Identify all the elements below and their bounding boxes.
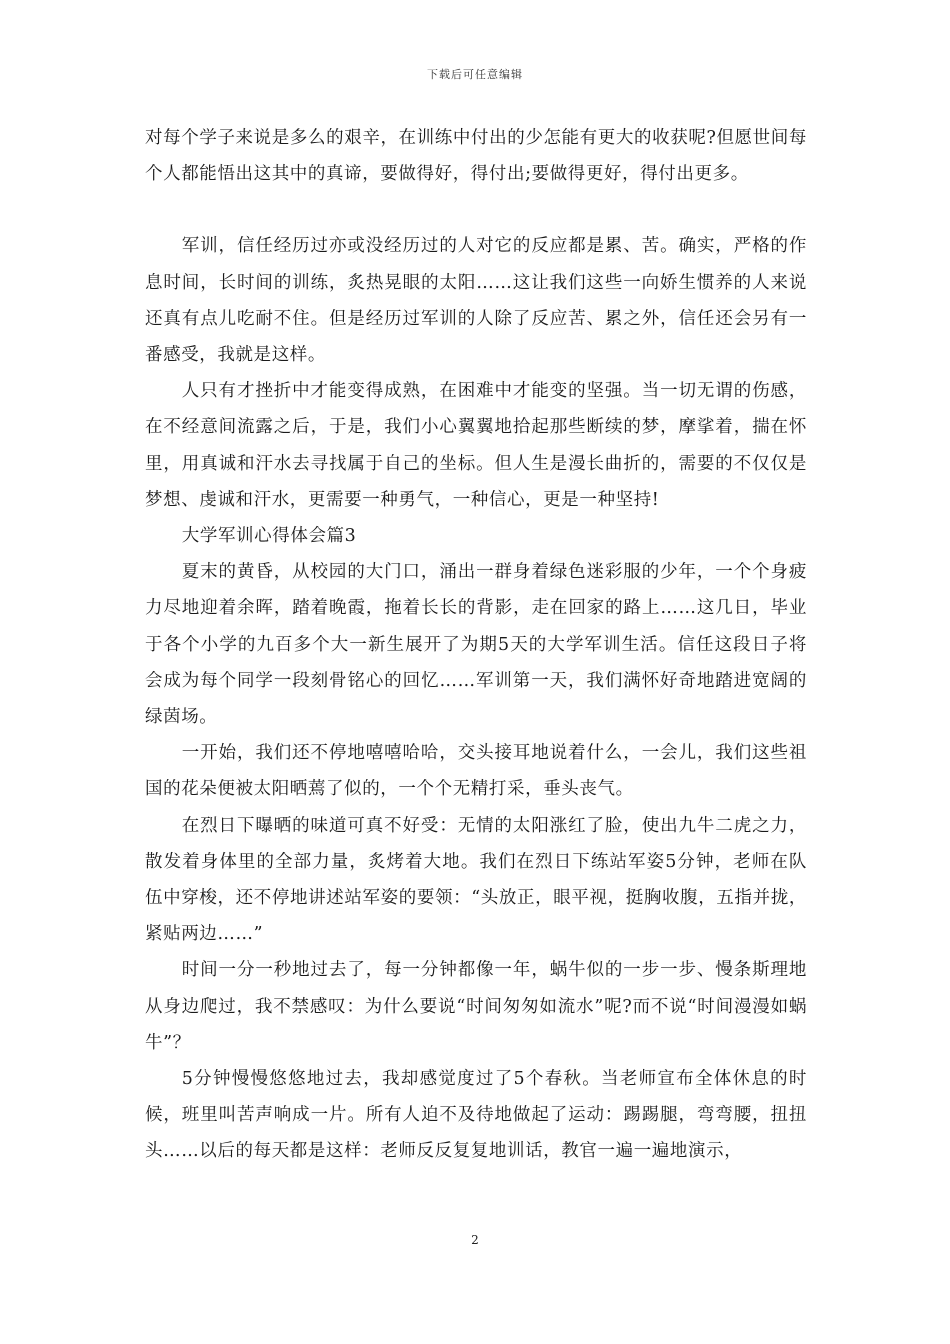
paragraph-beginning: 一开始，我们还不停地嘻嘻哈哈，交头接耳地说着什么，一会儿，我们这些祖国的花朵便被太阳晒蔫了似的，一个个无精打采，垂头丧气。 [145,743,807,800]
paragraph-military-training-feelings: 军训，信任经历过亦或没经历过的人对它的反应都是累、苦。确实，严格的作息时间，长时间的训练，炙热晃眼的太阳……这让我们这些一向娇生惯养的人来说还真有点儿吃耐不住。但是经历过军训的人除了反应苦、累之外，信任还会另有一番感受，我就是这样。 [145,236,807,366]
section-heading: 大学军训心得体会篇3 [181,526,357,547]
paragraph-setbacks: 人只有才挫折中才能变得成熟，在困难中才能变的坚强。当一切无谓的伤感，在不经意间流露之后，于是，我们小心翼翼地拾起那些断续的梦，摩挲着，揣在怀里，用真诚和汗水去寻找属于自己的坐标。但人生是漫长曲折的，需要的不仅仅是梦想、虔诚和汗水，更需要一种勇气，一种信心，更是一种坚持! [145,381,807,510]
document-body [145,120,807,1170]
paragraph-time-passing: 时间一分一秒地过去了，每一分钟都像一年，蜗牛似的一步一步、慢条斯理地从身边爬过，我不禁感叹：为什么要说“时间匆匆如流水”呢?而不说“时间漫漫如蜗牛”？ [145,960,807,1053]
paragraph-late-summer: 夏末的黄昏，从校园的大门口，涌出一群身着绿色迷彩服的少年，一个个身疲力尽地迎着余晖，踏着晚霞，拖着长长的背影，走在回家的路上……这几日，毕业于各个小学的九百多个大一新生展开了为期5天的大学军训生活。信任这段日子将会成为每个同学一段刻骨铭心的回忆……军训第一天，我们满怀好奇地踏进宽阔的绿茵场。 [145,562,807,728]
paragraph-gap [145,192,807,228]
paragraph-sun-exposure: 在烈日下曝晒的味道可真不好受：无情的太阳涨红了脸，使出九牛二虎之力，散发着身体里的全部力量，炙烤着大地。我们在烈日下练站军姿5分钟，老师在队伍中穿梭，还不停地讲述站军姿的要领：“头放正，眼平视，挺胸收腹，五指并拢，紧贴两边……” [145,815,807,945]
paragraph-continuation: 对每个学子来说是多么的艰辛，在训练中付出的少怎能有更大的收获呢?但愿世间每个人都能悟出这其中的真谛，要做得好，得付出;要做得更好，得付出更多。 [145,128,807,185]
paragraph-five-minutes: 5分钟慢慢悠悠地过去，我却感觉度过了5个春秋。当老师宣布全体休息的时候，班里叫苦声响成一片。所有人迫不及待地做起了运动：踢踢腿，弯弯腰，扭扭头……以后的每天都是这样：老师反反复复地训话，教官一遍一遍地演示， [145,1069,807,1162]
page-number: 2 [471,1233,479,1247]
page-header: 下载后可任意编辑 [427,68,523,81]
